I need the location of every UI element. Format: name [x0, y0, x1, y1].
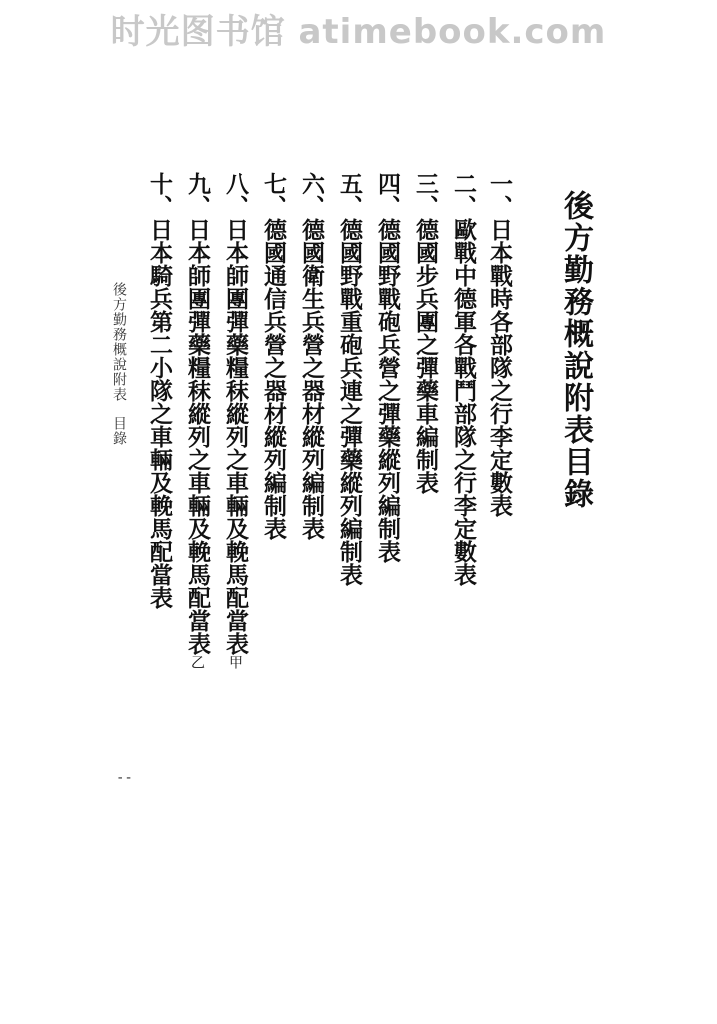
toc-item-9[interactable]	[186, 172, 209, 669]
toc-item-7[interactable]	[262, 172, 285, 540]
toc-item-text: 七、德國通信兵營之器材縱列編制表	[260, 172, 287, 540]
page-mark: --	[116, 770, 133, 786]
toc-item-4[interactable]	[376, 172, 399, 563]
toc-item-text: 十、日本騎兵第二小隊之車輛及輓馬配當表	[146, 172, 173, 609]
watermark-text: 时光图书馆 atimebook.com	[110, 12, 607, 52]
toc-item-10[interactable]	[148, 172, 171, 609]
page-title: 後方勤務概說附表目錄	[558, 190, 593, 510]
toc-item-text: 八、日本師團彈藥糧秣縱列之車輛及輓馬配當表	[222, 172, 249, 655]
toc-item-1[interactable]	[488, 172, 511, 517]
toc-item-text: 九、日本師團彈藥糧秣縱列之車輛及輓馬配當表	[184, 172, 211, 655]
toc-item-3[interactable]	[414, 172, 437, 494]
toc-item-5[interactable]	[338, 172, 361, 586]
toc-item-text: 四、德國野戰砲兵營之彈藥縱列編制表	[374, 172, 401, 563]
toc-item-text: 一、日本戰時各部隊之行李定數表	[486, 172, 513, 517]
toc-item-6[interactable]	[300, 172, 323, 540]
toc-item-2[interactable]	[452, 172, 475, 586]
toc-item-8[interactable]	[224, 172, 247, 669]
toc-item-text: 五、德國野戰重砲兵連之彈藥縱列編制表	[336, 172, 363, 586]
toc-item-text: 二、歐戰中德軍各戰鬥部隊之行李定數表	[450, 172, 477, 586]
toc-item-text: 六、德國衛生兵營之器材縱列編制表	[298, 172, 325, 540]
footer-page-label: 目錄	[111, 416, 127, 446]
toc-item-text: 三、德國步兵團之彈藥車編制表	[412, 172, 439, 494]
footer-text: 後方勤務概說附表	[111, 282, 127, 402]
running-footer	[112, 282, 126, 446]
toc-item-suffix: 甲	[227, 655, 243, 669]
toc-item-suffix: 乙	[189, 655, 205, 669]
